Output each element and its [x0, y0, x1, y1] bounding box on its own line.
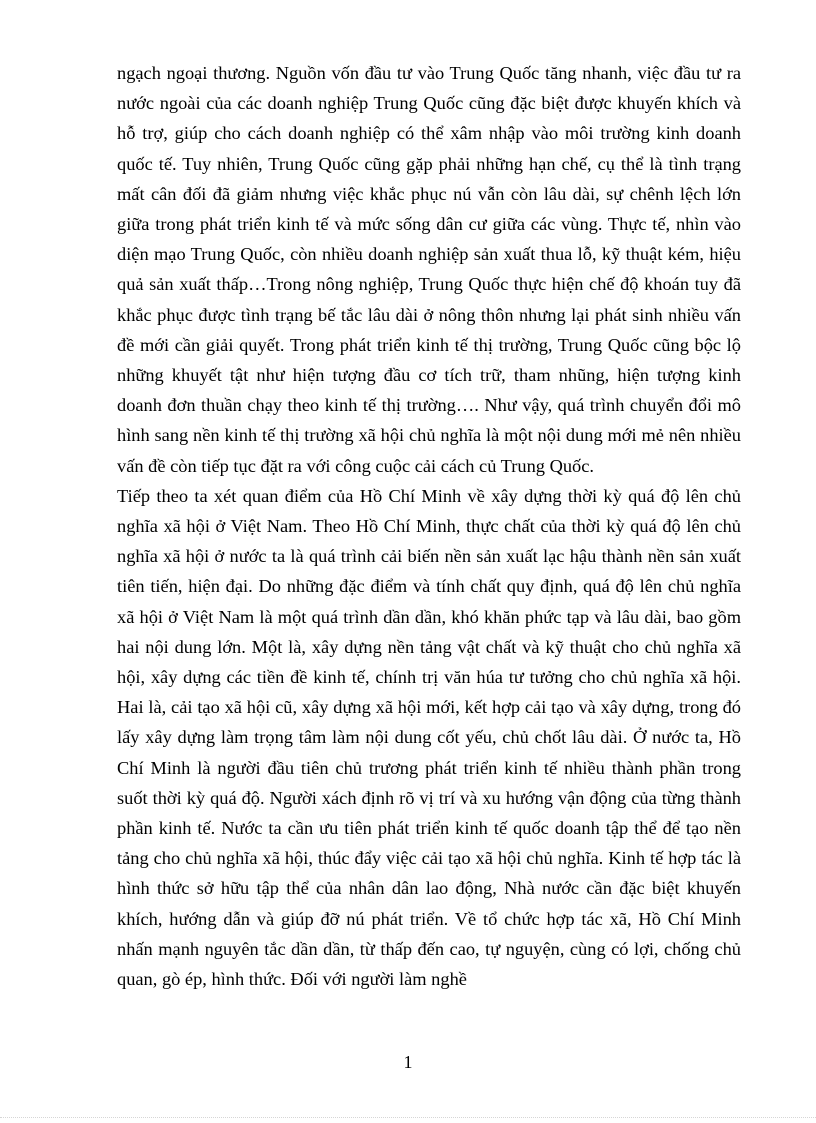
body-paragraph-2: Tiếp theo ta xét quan điểm của Hồ Chí Minh về xây dựng thời kỳ quá độ lên chủ nghĩa xã hội ở Việt Nam. Theo Hồ Chí Minh, thực chất của thời kỳ quá độ lên chủ nghĩa xã hội ở nước ta là quá trình cải biến nền sản xuất lạc hậu thành nền sản xuất tiên tiến, hiện đại. Do những đặc điểm và tính chất quy định, quá độ lên chủ nghĩa xã hội ở Việt Nam là một quá trình dần dần, khó khăn phức tạp và lâu dài, bao gồm hai nội dung lớn. Một là, xây dựng nền tảng vật chất và kỹ thuật cho chủ nghĩa xã hội, xây dựng các tiền đề kinh tế, chính trị văn húa tư tưởng cho chủ nghĩa xã hội. Hai là, cải tạo xã hội cũ, xây dựng xã hội mới, kết hợp cải tạo và xây dựng, trong đó lấy xây dựng làm trọng tâm làm nội dung cốt yếu, chủ chốt lâu dài. Ở nước ta, Hồ Chí Minh là người đầu tiên chủ trương phát triển kinh tế nhiều thành phần trong suốt thời kỳ quá độ. Người xách định rõ vị trí và xu hướng vận động của từng thành phần kinh tế. Nước ta cần ưu tiên phát triển kinh tế quốc doanh tập thể để tạo nền tảng cho chủ nghĩa xã hội, thúc đẩy việc cải tạo xã hội chủ nghĩa. Kinh tế hợp tác là hình thức sở hữu tập thể của nhân dân lao động, Nhà nước cần đặc biệt khuyến khích, hướng dẫn và giúp đỡ nú phát triển. Về tổ chức hợp tác xã, Hồ Chí Minh nhấn mạnh nguyên tắc dần dần, từ thấp đến cao, tự nguyện, cùng có lợi, chống chủ quan, gò ép, hình thức. Đối với người làm nghề — [117, 485, 741, 990]
page-bottom-divider — [0, 1117, 816, 1118]
page-body — [117, 58, 741, 994]
body-paragraph-1: ngạch ngoại thương. Nguồn vốn đầu tư vào Trung Quốc tăng nhanh, việc đầu tư ra nước ngoài của các doanh nghiệp Trung Quốc cũng đặc biệt được khuyến khích và hỗ trợ, giúp cho cách doanh nghiệp có thể xâm nhập vào môi trường kinh doanh quốc tế. Tuy nhiên, Trung Quốc cũng gặp phải những hạn chế, cụ thể là tình trạng mất cân đối đã giảm nhưng việc khắc phục nú vẫn còn lâu dài, sự chênh lệch lớn giữa trong phát triển kinh tế và mức sống dân cư giữa các vùng. Thực tế, nhìn vào diện mạo Trung Quốc, còn nhiều doanh nghiệp sản xuất thua lỗ, kỹ thuật kém, hiệu quả sản xuất thấp…Trong nông nghiệp, Trung Quốc thực hiện chế độ khoán tuy đã khắc phục được tình trạng bế tắc lâu dài ở nông thôn nhưng lại phát sinh nhiều vấn đề mới cần giải quyết. Trong phát triển kinh tế thị trường, Trung Quốc cũng bộc lộ những khuyết tật như hiện tượng đầu cơ tích trữ, tham nhũng, hiện tượng kinh doanh đơn thuần chạy theo kinh tế thị trường…. Như vậy, quá trình chuyển đổi mô hình sang nền kinh tế thị trường xã hội chủ nghĩa là một nội dung mới mẻ nên nhiều vấn đề còn tiếp tục đặt ra với công cuộc cải cách củ Trung Quốc. — [117, 63, 741, 476]
page-number: 1 — [403, 1052, 413, 1072]
